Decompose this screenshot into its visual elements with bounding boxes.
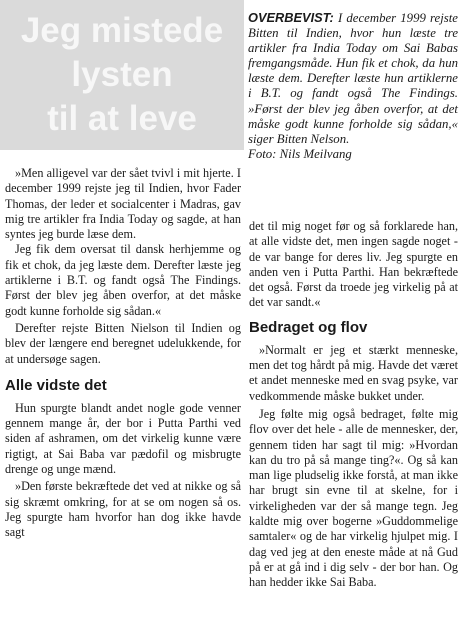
paragraph: Derefter rejste Bitten Nielson til Indien og blev der længere end beregnet udelukkende, for at undersøge sagen. [5,320,241,366]
paragraph: »Men alligevel var der sået tvivl i mit hjerte. I december 1999 rejste jeg til Indien, hvor Fader Thomas, der leder et socialcenter i Madras, gav mig tre artikler fra India Today og sagde, at han syntes jeg burde læse dem. [5,166,241,242]
caption-text: I december 1999 rejste Bitten til Indien, hvor hun læste tre artikler fra India Today om Sai Babas fremgangsmåde. Hun fik et chok, da hun læste dem. Derefter læste hun artiklerne i B.T. og fandt også The Findings. »Først der blev jeg åben overfor, at det måske godt kunne forholde sig sådan,« siger Bitten Nelson. [248,11,458,146]
headline-line-3: til at leve [47,99,197,138]
subheading-alle-vidste-det: Alle vidste det [5,376,107,394]
photo-caption [248,10,458,162]
paragraph: Jeg følte mig også bedraget, følte mig flov over det hele - alle de mennesker, der, gennem tiden har sagt til mig: »Hvordan kan du tro på så mange ting?«. Og så kan man lige pludselig ikke forstå, at man ikke har brugt sin evne til at skelne, for i virkeligheden var der så mange tegn. Jeg kaldte mig over bogerne »Guddommelige samtaler« og de har virkelig hjulpet mig. I dag ved jeg at den eneste måde at nå Gud på er at gå ind i dig selv - der bor han. Og han hedder ikke Sai Baba. [249,406,458,590]
article-column-1 [5,166,241,541]
photo-credit: Foto: Nils Meilvang [248,146,352,161]
article-column-2 [249,219,458,591]
caption-lead: OVERBEVIST: [248,10,334,25]
headline-line-2: lysten [71,55,173,94]
paragraph: Hun spurgte blandt andet nogle gode venner gennem mange år, der bor i Putta Parthi ved siden af ashramen, om det virkelig kunne være rigtigt, at Sai Baba var pædofil og misbrugte drenge og unge mænd. [5,400,241,477]
paragraph: »Den første bekræftede det ved at nikke og så sig skræmt omkring, for at se om nogen så os. Jeg spurgte ham hvorfor han dog ikke havde sagt [5,479,241,540]
subheading-bedraget-og-flov: Bedraget og flov [249,318,368,336]
paragraph: det til mig noget før og så forklarede han, at alle vidste det, men ingen sagde noget - de var bange for deres liv. Jeg spurgte en anden ven i Putta Parthi. Han bekræftede det også. Først da troede jeg virkelig på at det var sandt.« [249,219,458,310]
headline-line-1: Jeg mistede [20,11,224,50]
paragraph: »Normalt er jeg et stærkt menneske, men det tog hårdt på mig. Havde det været et andet menneske med en svag psyke, var vedkommende måske bukket under. [249,342,458,403]
headline [0,0,244,150]
paragraph: Jeg fik dem oversat til dansk herhjemme og fik et chok, da jeg læste dem. Derefter læste jeg artiklerne i B.T. og fandt også The Findings. Først der blev jeg åben overfor, at det måske godt kunne forholde sig sådan.« [5,242,241,318]
